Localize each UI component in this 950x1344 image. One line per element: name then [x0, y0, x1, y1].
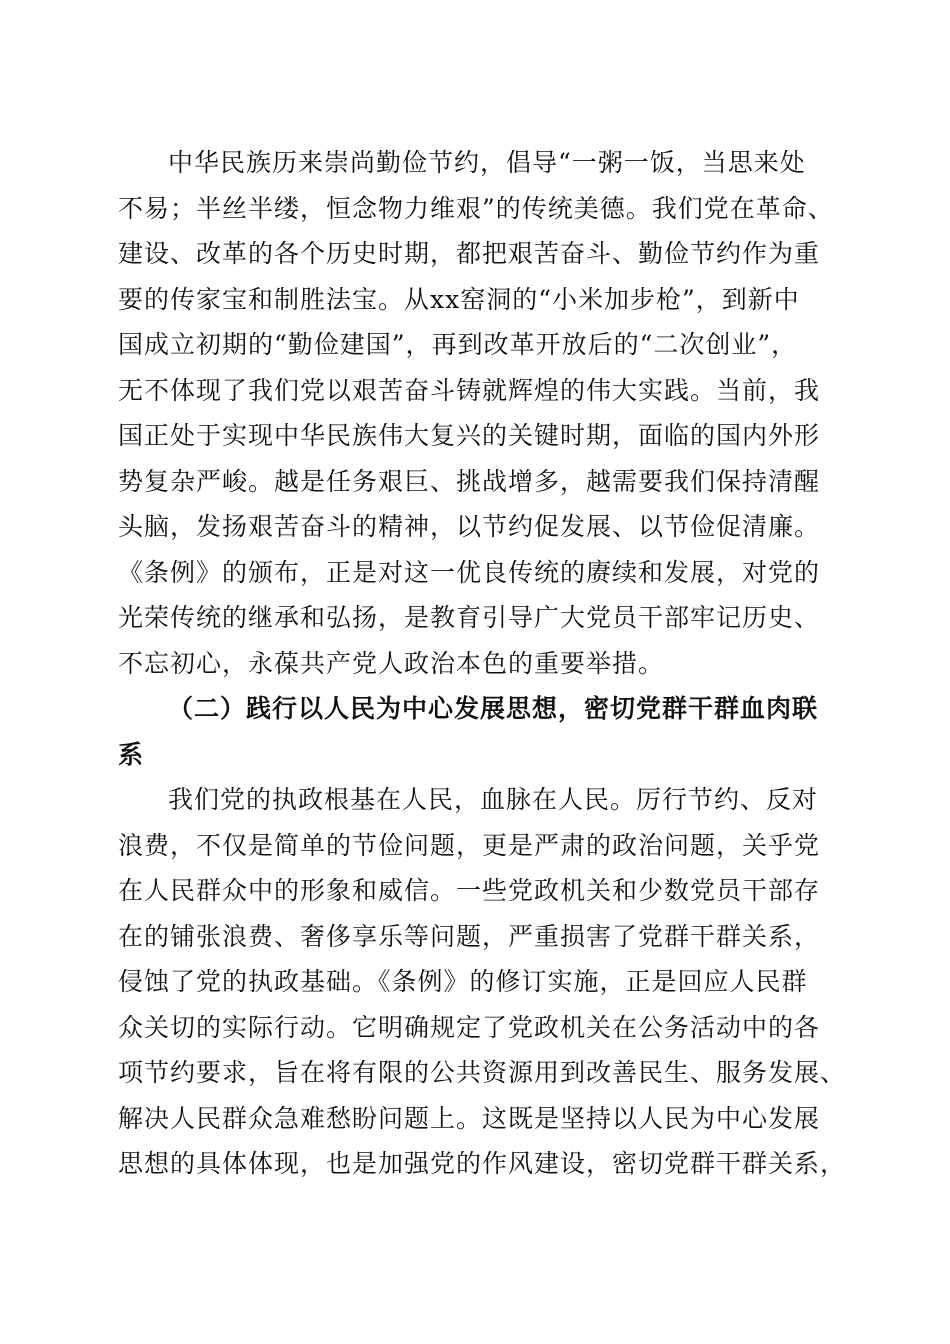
paragraph-line: 势复杂严峻。越是任务艰巨、挑战增多，越需要我们保持清醒 — [118, 466, 821, 496]
section-heading-line: （二）践行以人民为中心发展思想，密切党群干群血肉联 — [168, 694, 819, 723]
paragraph-line: 解决人民群众急难愁盼问题上。这既是坚持以人民为中心发展 — [118, 1103, 821, 1133]
paragraph-line: 众关切的实际行动。它明确规定了党政机关在公务活动中的各 — [118, 1012, 821, 1042]
paragraph-line: 无不体现了我们党以艰苦奋斗铸就辉煌的伟大实践。当前，我 — [118, 375, 821, 405]
paragraph-line: 浪费，不仅是简单的节俭问题，更是严肃的政治问题，关乎党 — [118, 830, 821, 860]
section-heading-2 — [118, 686, 838, 777]
paragraph-line: 国正处于实现中华民族伟大复兴的关键时期，面临的国内外形 — [118, 421, 821, 450]
paragraph-line: 不易；半丝半缕，恒念物力维艰”的传统美德。我们党在革命、 — [118, 193, 834, 223]
paragraph-line: 思想的具体体现，也是加强党的作风建设，密切党群干群关系， — [118, 1149, 847, 1178]
paragraph-line: 我们党的执政根基在人民，血脉在人民。厉行节约、反对 — [168, 785, 819, 814]
paragraph-line: 光荣传统的继承和弘扬，是教育引导广大党员干部牢记历史、 — [118, 603, 821, 632]
paragraph-people-centered — [118, 777, 847, 1187]
paragraph-line: 在的铺张浪费、奢侈享乐等问题，严重损害了党群干群关系， — [118, 921, 821, 951]
paragraph-line: 要的传家宝和制胜法宝。从xx窑洞的“小米加步枪”，到新中 — [118, 284, 800, 314]
paragraph-line: 不忘初心，永葆共产党人政治本色的重要举措。 — [118, 648, 665, 678]
paragraph-line: 在人民群众中的形象和威信。一些党政机关和少数党员干部存 — [118, 876, 821, 905]
document-body — [118, 140, 847, 1187]
paragraph-line: 《条例》的颁布，正是对这一优良传统的赓续和发展，对党的 — [118, 557, 821, 587]
paragraph-traditions — [118, 140, 838, 686]
paragraph-line: 项节约要求，旨在将有限的公共资源用到改善民生、服务发展、 — [118, 1058, 847, 1087]
paragraph-line: 中华民族历来崇尚勤俭节约，倡导“一粥一饭，当思来处 — [168, 148, 806, 177]
paragraph-line: 头脑，发扬艰苦奋斗的精神，以节约促发展、以节俭促清廉。 — [118, 512, 821, 541]
paragraph-line: 国成立初期的“勤俭建国”，再到改革开放后的“二次创业”， — [118, 330, 798, 359]
section-heading-line: 系 — [118, 739, 145, 769]
paragraph-line: 侵蚀了党的执政基础。《条例》的修订实施，正是回应人民群 — [118, 967, 808, 996]
paragraph-line: 建设、改革的各个历史时期，都把艰苦奋斗、勤俭节约作为重 — [118, 239, 821, 268]
